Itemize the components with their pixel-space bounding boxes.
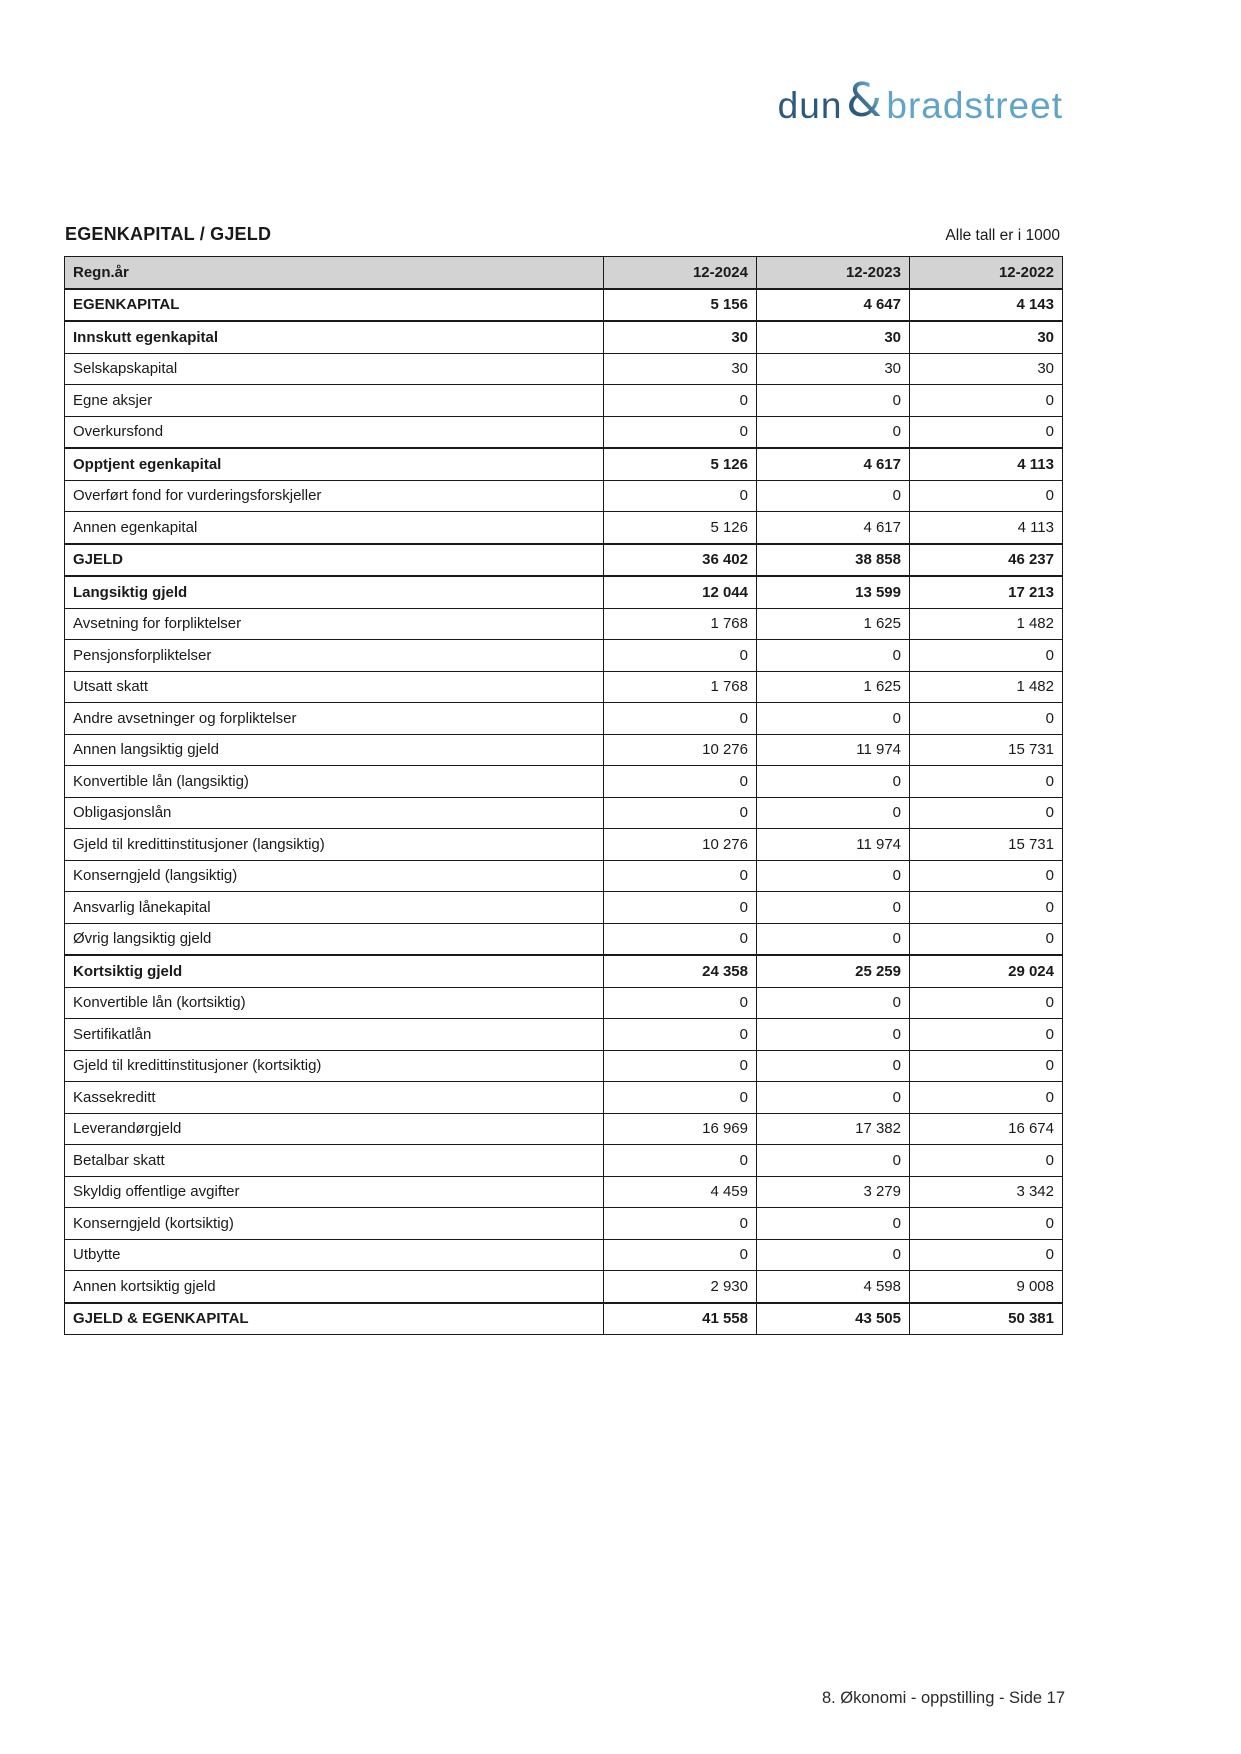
column-header-regnar: Regn.år: [65, 257, 604, 289]
table-row: [65, 289, 1063, 322]
row-value: 5 156: [604, 289, 757, 322]
table-row: [65, 923, 1063, 955]
row-value: 0: [757, 385, 910, 417]
row-value: 0: [757, 923, 910, 955]
row-value: 0: [910, 892, 1063, 924]
equity-debt-table: [64, 256, 1063, 1335]
row-label: Gjeld til kredittinstitusjoner (kortsiktig): [65, 1050, 604, 1082]
row-label: Kassekreditt: [65, 1082, 604, 1114]
row-value: 41 558: [604, 1303, 757, 1335]
row-value: 0: [757, 892, 910, 924]
row-value: 0: [910, 1019, 1063, 1051]
row-value: 0: [910, 766, 1063, 798]
row-value: 0: [910, 1082, 1063, 1114]
row-label: Kortsiktig gjeld: [65, 955, 604, 987]
row-value: 0: [757, 987, 910, 1019]
row-label: Konserngjeld (langsiktig): [65, 860, 604, 892]
row-value: 25 259: [757, 955, 910, 987]
row-label: Konvertible lån (langsiktig): [65, 766, 604, 798]
row-label: GJELD: [65, 544, 604, 577]
row-value: 4 617: [757, 512, 910, 544]
table-body: [65, 289, 1063, 1335]
row-value: 4 598: [757, 1271, 910, 1303]
row-label: Langsiktig gjeld: [65, 576, 604, 608]
row-value: 0: [757, 797, 910, 829]
row-value: 11 974: [757, 829, 910, 861]
table-row: [65, 1176, 1063, 1208]
table-row: [65, 416, 1063, 448]
row-value: 4 459: [604, 1176, 757, 1208]
row-label: Gjeld til kredittinstitusjoner (langsiktig): [65, 829, 604, 861]
row-value: 0: [604, 640, 757, 672]
svg-text:&: &: [846, 74, 883, 126]
row-value: 0: [757, 1145, 910, 1177]
row-label: Andre avsetninger og forpliktelser: [65, 703, 604, 735]
row-label: Innskutt egenkapital: [65, 321, 604, 353]
row-label: Overkursfond: [65, 416, 604, 448]
table-row: [65, 448, 1063, 480]
row-value: 1 625: [757, 671, 910, 703]
row-value: 38 858: [757, 544, 910, 577]
row-value: 2 930: [604, 1271, 757, 1303]
row-value: 16 969: [604, 1113, 757, 1145]
row-value: 0: [910, 1208, 1063, 1240]
row-value: 5 126: [604, 448, 757, 480]
row-value: 4 647: [757, 289, 910, 322]
row-value: 1 768: [604, 671, 757, 703]
row-label: Annen langsiktig gjeld: [65, 734, 604, 766]
table-row: [65, 353, 1063, 385]
row-value: 36 402: [604, 544, 757, 577]
row-value: 0: [604, 1208, 757, 1240]
row-value: 24 358: [604, 955, 757, 987]
table-row: [65, 1019, 1063, 1051]
row-value: 0: [757, 1019, 910, 1051]
column-header-2024: 12-2024: [604, 257, 757, 289]
content-area: [64, 224, 1062, 1335]
row-value: 3 279: [757, 1176, 910, 1208]
row-value: 0: [757, 766, 910, 798]
row-value: 17 382: [757, 1113, 910, 1145]
row-value: 0: [910, 640, 1063, 672]
table-row: [65, 1050, 1063, 1082]
row-label: Betalbar skatt: [65, 1145, 604, 1177]
row-value: 0: [604, 703, 757, 735]
page-title: EGENKAPITAL / GJELD: [65, 224, 272, 244]
row-value: 0: [910, 987, 1063, 1019]
row-value: 4 113: [910, 512, 1063, 544]
row-value: 0: [757, 480, 910, 512]
table-row: [65, 1271, 1063, 1303]
row-label: Øvrig langsiktig gjeld: [65, 923, 604, 955]
table-row: [65, 671, 1063, 703]
row-label: Egne aksjer: [65, 385, 604, 417]
row-value: 0: [604, 385, 757, 417]
table-row: [65, 860, 1063, 892]
column-header-2022: 12-2022: [910, 257, 1063, 289]
row-value: 50 381: [910, 1303, 1063, 1335]
row-value: 1 482: [910, 608, 1063, 640]
row-value: 0: [604, 480, 757, 512]
row-value: 0: [757, 416, 910, 448]
row-value: 4 617: [757, 448, 910, 480]
row-value: 30: [757, 353, 910, 385]
table-row: [65, 734, 1063, 766]
row-value: 0: [604, 797, 757, 829]
row-label: Selskapskapital: [65, 353, 604, 385]
row-label: Avsetning for forpliktelser: [65, 608, 604, 640]
table-row: [65, 1303, 1063, 1335]
table-row: [65, 480, 1063, 512]
row-label: Konvertible lån (kortsiktig): [65, 987, 604, 1019]
row-value: 15 731: [910, 734, 1063, 766]
row-value: 0: [604, 1145, 757, 1177]
row-value: 43 505: [757, 1303, 910, 1335]
table-row: [65, 608, 1063, 640]
table-row: [65, 955, 1063, 987]
row-label: Annen egenkapital: [65, 512, 604, 544]
row-label: Leverandørgjeld: [65, 1113, 604, 1145]
row-value: 0: [604, 987, 757, 1019]
row-value: 5 126: [604, 512, 757, 544]
row-value: 30: [604, 353, 757, 385]
table-row: [65, 797, 1063, 829]
table-row: [65, 766, 1063, 798]
table-row: [65, 892, 1063, 924]
row-value: 0: [604, 1050, 757, 1082]
row-value: 0: [910, 1239, 1063, 1271]
table-row: [65, 1082, 1063, 1114]
row-value: 30: [910, 353, 1063, 385]
row-value: 0: [757, 640, 910, 672]
row-value: 0: [910, 860, 1063, 892]
table-row: [65, 1239, 1063, 1271]
row-value: 0: [910, 480, 1063, 512]
column-header-2023: 12-2023: [757, 257, 910, 289]
row-value: 4 113: [910, 448, 1063, 480]
row-value: 1 768: [604, 608, 757, 640]
row-value: 0: [910, 797, 1063, 829]
row-label: Overført fond for vurderingsforskjeller: [65, 480, 604, 512]
row-value: 0: [757, 1050, 910, 1082]
row-label: Opptjent egenkapital: [65, 448, 604, 480]
row-label: Konserngjeld (kortsiktig): [65, 1208, 604, 1240]
row-label: Obligasjonslån: [65, 797, 604, 829]
row-value: 0: [604, 1019, 757, 1051]
table-row: [65, 1208, 1063, 1240]
row-label: Pensjonsforpliktelser: [65, 640, 604, 672]
table-row: [65, 829, 1063, 861]
row-value: 29 024: [910, 955, 1063, 987]
row-value: 10 276: [604, 734, 757, 766]
table-row: [65, 576, 1063, 608]
row-value: 0: [604, 1082, 757, 1114]
logo-text-dun: dun: [777, 85, 843, 126]
table-row: [65, 385, 1063, 417]
row-value: 0: [910, 416, 1063, 448]
row-value: 0: [604, 766, 757, 798]
row-value: 0: [757, 1082, 910, 1114]
row-value: 11 974: [757, 734, 910, 766]
row-value: 0: [757, 703, 910, 735]
row-value: 46 237: [910, 544, 1063, 577]
row-label: Skyldig offentlige avgifter: [65, 1176, 604, 1208]
row-value: 4 143: [910, 289, 1063, 322]
row-value: 30: [910, 321, 1063, 353]
ampersand-icon: [843, 74, 885, 131]
row-value: 15 731: [910, 829, 1063, 861]
row-value: 0: [757, 1239, 910, 1271]
row-label: EGENKAPITAL: [65, 289, 604, 322]
row-value: 0: [910, 385, 1063, 417]
units-note: Alle tall er i 1000: [945, 227, 1060, 244]
row-value: 0: [910, 923, 1063, 955]
row-value: 13 599: [757, 576, 910, 608]
table-header-row: [65, 257, 1063, 289]
page-footer: 8. Økonomi - oppstilling - Side 17: [821, 1689, 1065, 1707]
row-label: Utsatt skatt: [65, 671, 604, 703]
row-value: 3 342: [910, 1176, 1063, 1208]
row-value: 1 482: [910, 671, 1063, 703]
title-row: [65, 224, 1060, 245]
table-row: [65, 544, 1063, 577]
row-value: 0: [604, 923, 757, 955]
row-value: 10 276: [604, 829, 757, 861]
dnb-logo: [778, 66, 1063, 127]
row-value: 0: [604, 860, 757, 892]
logo-text-bradstreet: bradstreet: [886, 85, 1063, 126]
row-value: 30: [757, 321, 910, 353]
table-row: [65, 640, 1063, 672]
row-label: Sertifikatlån: [65, 1019, 604, 1051]
row-value: 12 044: [604, 576, 757, 608]
table-row: [65, 321, 1063, 353]
row-label: Annen kortsiktig gjeld: [65, 1271, 604, 1303]
row-value: 0: [910, 1050, 1063, 1082]
row-label: GJELD & EGENKAPITAL: [65, 1303, 604, 1335]
row-value: 17 213: [910, 576, 1063, 608]
row-value: 0: [757, 1208, 910, 1240]
row-value: 0: [604, 1239, 757, 1271]
row-value: 0: [604, 892, 757, 924]
table-row: [65, 1113, 1063, 1145]
row-value: 0: [757, 860, 910, 892]
table-row: [65, 512, 1063, 544]
table-row: [65, 1145, 1063, 1177]
row-value: 1 625: [757, 608, 910, 640]
table-row: [65, 703, 1063, 735]
row-value: 0: [910, 703, 1063, 735]
row-label: Ansvarlig lånekapital: [65, 892, 604, 924]
row-value: 16 674: [910, 1113, 1063, 1145]
table-row: [65, 987, 1063, 1019]
row-label: Utbytte: [65, 1239, 604, 1271]
row-value: 0: [604, 416, 757, 448]
row-value: 9 008: [910, 1271, 1063, 1303]
row-value: 30: [604, 321, 757, 353]
row-value: 0: [910, 1145, 1063, 1177]
